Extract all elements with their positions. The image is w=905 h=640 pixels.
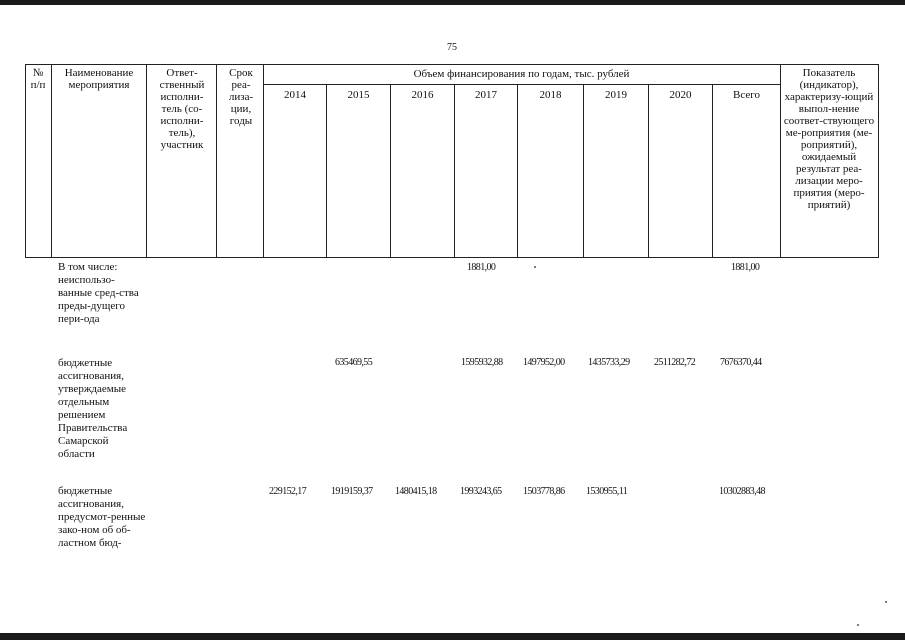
year-2018: 2018 xyxy=(539,89,562,101)
year-total: Всего xyxy=(733,89,760,101)
row-description: бюджетные ассигнования, утверждаемые отдельным решением Правительства Самарской области xyxy=(58,357,128,460)
year-2016: 2016 xyxy=(411,89,434,101)
header-indicator: Показатель (индикатор), характеризу-ющий выпол-нение соответ-ствующего ме-роприятия (ме-роприятий), ожидаемый результат реа-лизации меро-приятия (меро-приятий) xyxy=(783,67,875,211)
cell-2019: 1530955,11 xyxy=(586,486,628,497)
header-name: Наименование мероприятия xyxy=(64,67,134,91)
cell-total: 7676370,44 xyxy=(720,357,762,368)
bottom-border xyxy=(0,633,905,640)
cell-2017: 1595932,88 xyxy=(461,357,503,368)
cell-2018: 1497952,00 xyxy=(523,357,565,368)
header-funding: Объем финансирования по годам, тыс. рублей xyxy=(413,68,630,80)
year-2014: 2014 xyxy=(284,89,306,101)
year-2017: 2017 xyxy=(475,89,497,101)
cell-2015: 1919159,37 xyxy=(331,486,373,497)
header-num: № п/п xyxy=(30,67,46,91)
header-term: Срок реа-лиза-ции, годы xyxy=(228,67,254,127)
year-2015: 2015 xyxy=(347,89,370,101)
row-description: В том числе: неиспользо-ванные сред-ства преды-дущего пери-ода xyxy=(58,261,139,325)
cell-total: 10302883,48 xyxy=(719,486,765,497)
top-border xyxy=(0,0,905,5)
cell-2020: 2511282,72 xyxy=(654,357,696,368)
cell-total: 1881,00 xyxy=(731,262,760,273)
cell-2017: 1881,00 xyxy=(467,262,496,273)
cell-2019: 1435733,29 xyxy=(588,357,630,368)
row-description: бюджетные ассигнования, предусмот-ренные зако-ном об об-ластном бюд- xyxy=(58,485,146,549)
header-responsible: Ответ-ственный исполни-тель (со-исполни-тель), участник xyxy=(159,67,205,151)
cell-2014: 229152,17 xyxy=(269,486,307,497)
year-2020: 2020 xyxy=(669,89,692,101)
page-number: 75 xyxy=(447,42,457,53)
year-2019: 2019 xyxy=(605,89,627,101)
cell-2017: 1993243,65 xyxy=(460,486,502,497)
cell-2015: 635469,55 xyxy=(335,357,373,368)
cell-2018: 1503778,86 xyxy=(523,486,565,497)
scan-speck xyxy=(534,266,536,268)
scan-speck xyxy=(885,601,887,603)
scan-speck xyxy=(857,624,859,626)
cell-2016: 1480415,18 xyxy=(395,486,437,497)
